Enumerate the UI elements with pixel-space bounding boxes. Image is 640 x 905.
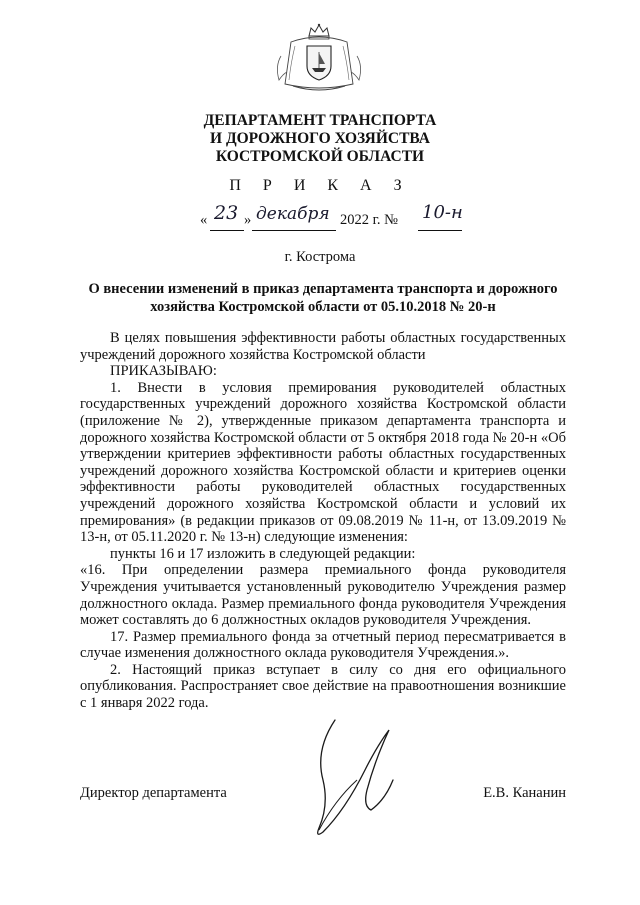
order-verb: ПРИКАЗЫВАЮ: <box>110 363 217 380</box>
department-line: КОСТРОМСКОЙ ОБЛАСТИ <box>215 148 425 165</box>
date-open-quote: « <box>200 212 208 228</box>
order-subject: О внесении изменений в приказ департамента транспорта и дорожного хозяйства Костромской области от 05.10.2018 № 20-н <box>88 281 558 315</box>
order-date-line <box>200 202 470 232</box>
points-intro-paragraph: пункты 16 и 17 изложить в следующей редакции: <box>110 545 416 562</box>
order-city: г. Кострома <box>284 249 356 265</box>
order-year: 2022 г. № <box>340 212 399 228</box>
date-close-quote: » <box>244 212 252 228</box>
item-2-paragraph: 2. Настоящий приказ вступает в силу со дня его официального опубликования. Распространяет свое действие на правоотношения возникшие с 1 января 2022 года. <box>80 661 566 712</box>
order-month: декабря <box>256 204 330 224</box>
order-body <box>80 330 566 712</box>
coat-of-arms-icon <box>271 22 367 96</box>
day-underline <box>210 230 244 231</box>
order-number: 10-н <box>422 202 463 223</box>
signer-name: Е.В. Кананин <box>483 785 566 801</box>
department-name <box>0 112 640 166</box>
handwritten-signature-icon <box>305 710 405 845</box>
point-17-paragraph: 17. Размер премиального фонда за отчетный период пересматривается в случае изменения должностного оклада руководителя Учреждения.». <box>80 628 566 662</box>
order-day: 23 <box>214 202 239 224</box>
point-16-paragraph: «16. При определении размера премиального фонда руководителя Учреждения учитывается установленный руководителю Учреждения размер должностного оклада. Размер премиального фонда руководителя Учреждения может составлять до 6 должностных окладов руководителя Учреждения. <box>80 562 566 629</box>
item-1-paragraph: 1. Внести в условия премирования руководителей областных государственных учреждений дорожного хозяйства Костромской области (приложение № 2), утвержденные приказом департамента транспорта и дорожного хозяйства Костромской области от 5 октября 2018 года № 20-н «Об утверждении критериев эффективности работы областных государственных учреждений дорожного хозяйства Костромской области и критериев оценки эффективности работы руководителей областных государственных учреждений дорожного хозяйства Костромской области и условий их премирования» (в редакции приказов от 09.08.2019 № 11-н, от 13.09.2019 № 13-н, от 05.11.2020 г. № 13-н) следующие изменения: <box>80 379 566 546</box>
number-underline <box>418 230 462 231</box>
month-underline <box>252 230 336 231</box>
signer-role: Директор департамента <box>80 785 227 801</box>
department-line: И ДОРОЖНОГО ХОЗЯЙСТВА <box>210 130 430 147</box>
preamble-paragraph: В целях повышения эффективности работы областных государственных учреждений дорожного хозяйства Костромской области <box>80 330 566 363</box>
order-title: П Р И К А З <box>229 177 411 194</box>
department-line: ДЕПАРТАМЕНТ ТРАНСПОРТА <box>203 112 437 129</box>
